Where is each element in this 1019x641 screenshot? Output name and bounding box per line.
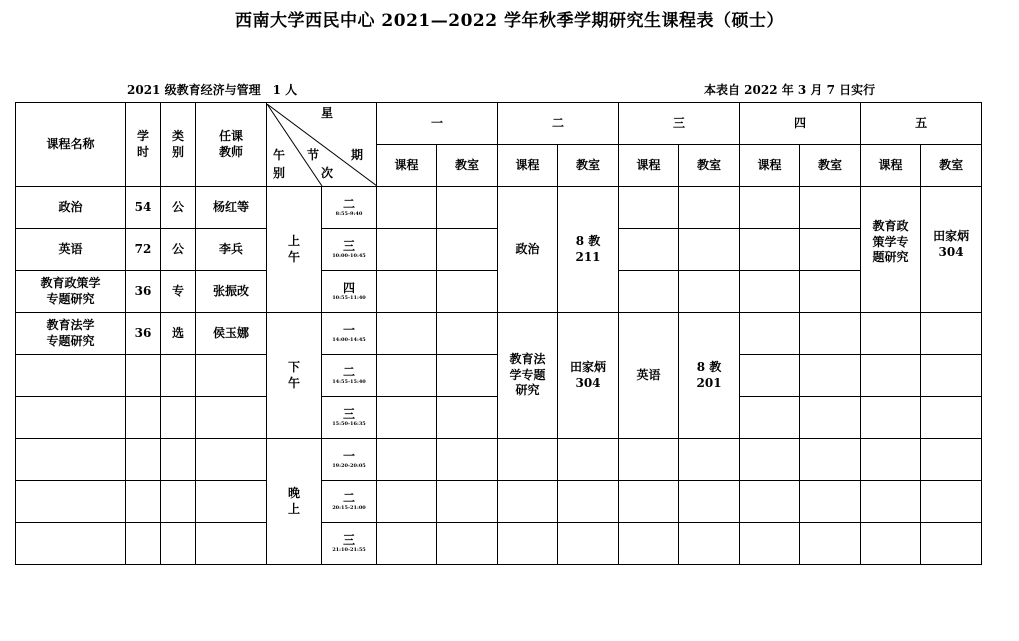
empty-cell	[800, 271, 861, 313]
empty-cell	[740, 481, 800, 523]
course-category-cell: 选	[161, 313, 196, 355]
sub-header-room: 教室	[679, 145, 740, 187]
section-cell	[322, 313, 377, 355]
section-number: 三	[342, 533, 355, 547]
period-evening: 晚 上	[267, 439, 322, 565]
empty-cell	[16, 397, 126, 439]
empty-cell	[800, 439, 861, 481]
empty-cell	[126, 523, 161, 565]
empty-cell	[196, 355, 267, 397]
section-time: 8:55-9:40	[335, 211, 363, 217]
sub-header-room: 教室	[800, 145, 861, 187]
period-afternoon: 下 午	[267, 313, 322, 439]
empty-cell	[196, 439, 267, 481]
header-course-name: 课程名称	[16, 103, 126, 187]
class-room-cell: 8 教 201	[679, 313, 740, 439]
section-cell	[322, 481, 377, 523]
course-category-cell: 公	[161, 187, 196, 229]
empty-cell	[437, 313, 498, 355]
empty-cell	[558, 481, 619, 523]
section-cell	[322, 187, 377, 229]
section-time: 15:50-16:35	[332, 421, 366, 427]
empty-cell	[861, 481, 921, 523]
class-course-cell: 教育政 策学专 题研究	[861, 187, 921, 313]
empty-cell	[619, 523, 679, 565]
empty-cell	[861, 439, 921, 481]
course-teacher-cell: 张振改	[196, 271, 267, 313]
sub-header-course: 课程	[377, 145, 437, 187]
empty-cell	[921, 355, 982, 397]
empty-cell	[16, 481, 126, 523]
empty-cell	[437, 355, 498, 397]
empty-cell	[161, 439, 196, 481]
empty-cell	[800, 523, 861, 565]
empty-cell	[921, 523, 982, 565]
empty-cell	[740, 439, 800, 481]
section-time: 19:20-20:05	[332, 463, 366, 469]
empty-cell	[16, 439, 126, 481]
corner-label-bie: 别	[273, 165, 286, 180]
empty-cell	[161, 397, 196, 439]
empty-cell	[126, 481, 161, 523]
section-number: 三	[342, 239, 355, 253]
class-course-cell: 教育法 学专题 研究	[498, 313, 558, 439]
empty-cell	[377, 397, 437, 439]
empty-cell	[377, 271, 437, 313]
diagonal-corner-header	[267, 103, 377, 187]
sub-header-course: 课程	[498, 145, 558, 187]
empty-cell	[377, 229, 437, 271]
section-cell	[322, 355, 377, 397]
empty-cell	[126, 397, 161, 439]
empty-cell	[921, 313, 982, 355]
empty-cell	[437, 229, 498, 271]
empty-cell	[161, 523, 196, 565]
empty-cell	[740, 397, 800, 439]
empty-cell	[619, 271, 679, 313]
empty-cell	[196, 397, 267, 439]
empty-cell	[679, 481, 740, 523]
empty-cell	[921, 397, 982, 439]
course-category-cell: 公	[161, 229, 196, 271]
section-cell	[322, 523, 377, 565]
section-cell	[322, 397, 377, 439]
section-number: 二	[342, 365, 355, 379]
course-hours-cell: 36	[126, 313, 161, 355]
course-hours-cell: 54	[126, 187, 161, 229]
empty-cell	[437, 397, 498, 439]
empty-cell	[800, 229, 861, 271]
corner-label-wu: 午	[273, 147, 286, 162]
empty-cell	[800, 397, 861, 439]
section-number: 四	[342, 281, 355, 295]
course-name-cell: 教育政策学 专题研究	[16, 271, 126, 313]
empty-cell	[861, 355, 921, 397]
empty-cell	[619, 187, 679, 229]
empty-cell	[921, 439, 982, 481]
class-course-cell: 英语	[619, 313, 679, 439]
empty-cell	[679, 229, 740, 271]
section-time: 20:15-21:00	[332, 505, 366, 511]
empty-cell	[161, 355, 196, 397]
empty-cell	[619, 439, 679, 481]
empty-cell	[800, 481, 861, 523]
day-header-tue: 二	[498, 103, 619, 145]
sub-header-course: 课程	[619, 145, 679, 187]
day-header-fri: 五	[861, 103, 982, 145]
empty-cell	[377, 313, 437, 355]
section-time: 14:55-15:40	[332, 379, 366, 385]
empty-cell	[161, 481, 196, 523]
section-number: 二	[342, 491, 355, 505]
schedule-table	[15, 102, 982, 565]
course-teacher-cell: 李兵	[196, 229, 267, 271]
empty-cell	[740, 355, 800, 397]
empty-cell	[437, 439, 498, 481]
empty-cell	[437, 481, 498, 523]
empty-cell	[679, 271, 740, 313]
empty-cell	[377, 481, 437, 523]
empty-cell	[437, 271, 498, 313]
section-time: 10:00-10:45	[332, 253, 366, 259]
empty-cell	[498, 481, 558, 523]
empty-cell	[196, 523, 267, 565]
header-teacher: 任课 教师	[196, 103, 267, 187]
header-hours: 学 时	[126, 103, 161, 187]
course-hours-cell: 72	[126, 229, 161, 271]
day-header-mon: 一	[377, 103, 498, 145]
sub-header-room: 教室	[437, 145, 498, 187]
sub-header-course: 课程	[861, 145, 921, 187]
empty-cell	[619, 481, 679, 523]
empty-cell	[800, 355, 861, 397]
section-cell	[322, 439, 377, 481]
course-teacher-cell: 侯玉娜	[196, 313, 267, 355]
class-room-cell: 田家炳 304	[558, 313, 619, 439]
empty-cell	[126, 439, 161, 481]
empty-cell	[619, 229, 679, 271]
sub-header-course: 课程	[740, 145, 800, 187]
section-time: 14:00-14:45	[332, 337, 366, 343]
course-category-cell: 专	[161, 271, 196, 313]
empty-cell	[377, 439, 437, 481]
empty-cell	[558, 439, 619, 481]
empty-cell	[740, 271, 800, 313]
empty-cell	[740, 229, 800, 271]
section-number: 二	[342, 197, 355, 211]
corner-label-ci: 次	[321, 165, 334, 180]
corner-label-qi: 期	[351, 147, 364, 162]
course-name-cell: 政治	[16, 187, 126, 229]
empty-cell	[16, 523, 126, 565]
empty-cell	[921, 481, 982, 523]
day-header-thu: 四	[740, 103, 861, 145]
class-course-cell: 政治	[498, 187, 558, 313]
class-info: 2021 级教育经济与管理 1 人	[127, 83, 298, 97]
empty-cell	[16, 355, 126, 397]
empty-cell	[437, 187, 498, 229]
section-number: 一	[342, 449, 355, 463]
page-title: 西南大学西民中心 2021—2022 学年秋季学期研究生课程表（硕士）	[235, 11, 784, 31]
empty-cell	[437, 523, 498, 565]
course-name-cell: 英语	[16, 229, 126, 271]
empty-cell	[679, 439, 740, 481]
empty-cell	[861, 313, 921, 355]
section-time: 21:10-21:55	[332, 547, 366, 553]
empty-cell	[558, 523, 619, 565]
section-cell	[322, 271, 377, 313]
empty-cell	[861, 523, 921, 565]
course-hours-cell: 36	[126, 271, 161, 313]
empty-cell	[498, 523, 558, 565]
section-time: 10:55-11:40	[332, 295, 366, 301]
empty-cell	[377, 187, 437, 229]
day-header-wed: 三	[619, 103, 740, 145]
empty-cell	[740, 187, 800, 229]
effective-date: 本表自 2022 年 3 月 7 日实行	[704, 83, 876, 97]
corner-label-star: 星	[321, 105, 334, 120]
empty-cell	[196, 481, 267, 523]
empty-cell	[377, 355, 437, 397]
empty-cell	[377, 523, 437, 565]
sub-header-room: 教室	[921, 145, 982, 187]
empty-cell	[861, 397, 921, 439]
section-number: 一	[342, 323, 355, 337]
section-cell	[322, 229, 377, 271]
course-teacher-cell: 杨红等	[196, 187, 267, 229]
sub-header-room: 教室	[558, 145, 619, 187]
empty-cell	[498, 439, 558, 481]
header-category: 类 别	[161, 103, 196, 187]
empty-cell	[679, 523, 740, 565]
corner-label-jie: 节	[307, 147, 320, 162]
period-morning: 上 午	[267, 187, 322, 313]
section-number: 三	[342, 407, 355, 421]
empty-cell	[126, 355, 161, 397]
empty-cell	[740, 523, 800, 565]
empty-cell	[800, 187, 861, 229]
course-name-cell: 教育法学 专题研究	[16, 313, 126, 355]
class-room-cell: 8 教 211	[558, 187, 619, 313]
class-room-cell: 田家炳 304	[921, 187, 982, 313]
empty-cell	[740, 313, 800, 355]
empty-cell	[800, 313, 861, 355]
empty-cell	[679, 187, 740, 229]
